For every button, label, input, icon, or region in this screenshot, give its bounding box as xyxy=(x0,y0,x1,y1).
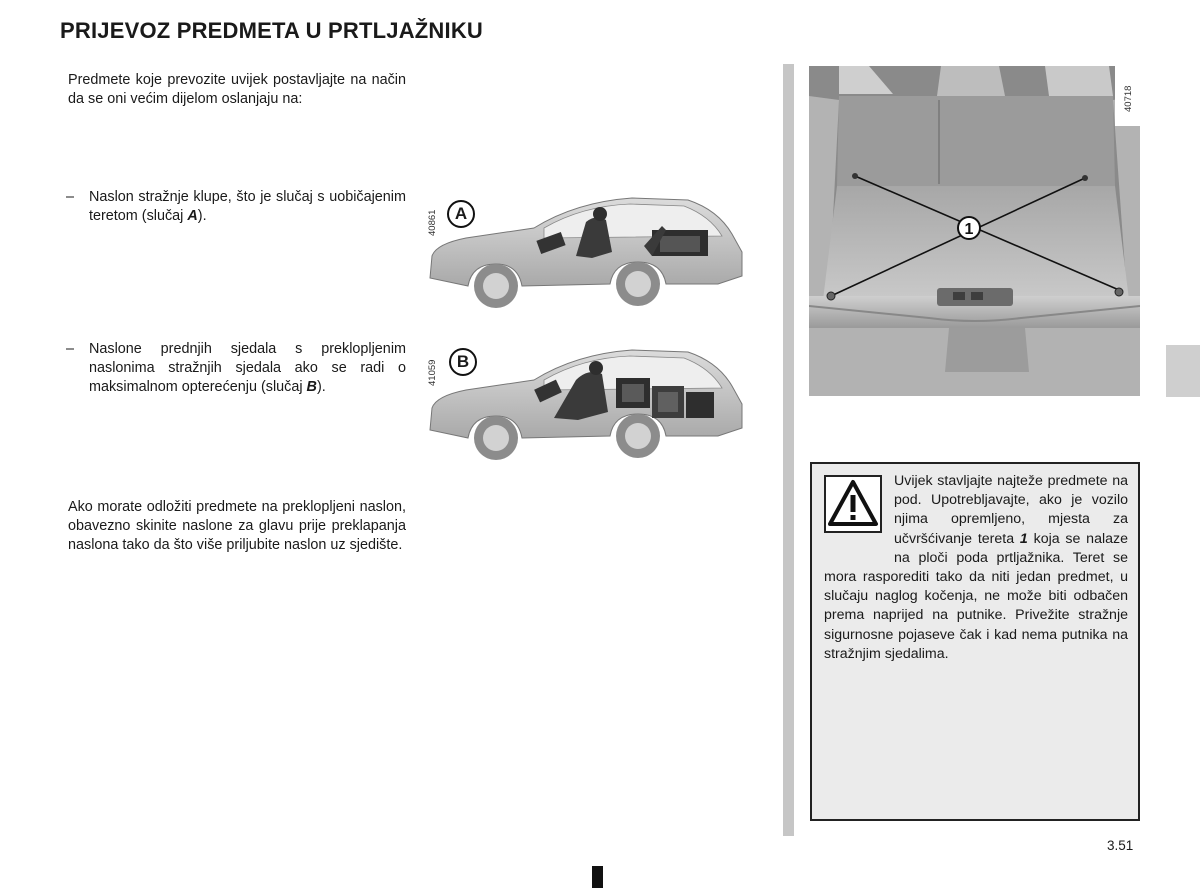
case-a-ref: A xyxy=(187,208,198,224)
bullet-dash: – xyxy=(66,341,75,357)
warning-box xyxy=(810,462,1140,821)
figure-a-label: A xyxy=(447,200,475,228)
trunk-illustration xyxy=(809,66,1140,396)
warning-text-start: Uvijek stavljajte najteže predmete na pod. Upotrebljavajte, ako je vozilo njima opremljeno, mjesta za učvršćivanje tereta xyxy=(894,473,1128,547)
warning-ref-1: 1 xyxy=(1019,530,1028,547)
case-b-ref: B xyxy=(306,379,317,395)
figure-a-code: 40861 xyxy=(427,209,438,236)
figure-b-label: B xyxy=(449,348,477,376)
warning-text-end: koja se nalaze na ploči poda prtljažnika. Teret se mora rasporediti tako da niti jedan predmet, u slučaju naglog kočenja, ne može biti odbačen prema naprijed na putnike. Privežite stražnje sigurnosne pojaseve čak i kad nema putnika na stražnjim sjedalima. xyxy=(824,530,1128,662)
warning-text xyxy=(824,472,1128,664)
car-illustration-b xyxy=(426,336,746,462)
bullet-text-end: ). xyxy=(316,379,326,395)
bullet-dash: – xyxy=(66,189,75,205)
intro-paragraph: Predmete koje prevozite uvijek postavljajte na način da se oni većim dijelom oslanjaju na: xyxy=(68,72,406,107)
trunk-marker-1: 1 xyxy=(964,221,974,238)
column-divider xyxy=(783,64,794,836)
bullet-case-a xyxy=(66,188,406,226)
figure-b-code: 41059 xyxy=(427,359,438,386)
page-title: PRIJEVOZ PREDMETA U PRTLJAŽNIKU xyxy=(60,18,484,43)
bullet-text-end: ). xyxy=(197,208,207,224)
bullet-text xyxy=(89,340,406,397)
car-illustration-a xyxy=(426,186,746,310)
section-tab xyxy=(1166,345,1200,397)
bullet-case-b xyxy=(66,340,406,397)
trunk-figure-code: 40718 xyxy=(1123,85,1134,112)
bullet-text-start: Naslon stražnje klupe, što je slučaj s uobičajenim teretom (slučaj xyxy=(89,189,406,224)
print-mark xyxy=(592,866,603,888)
bullet-text-start: Naslone prednjih sjedala s preklopljenim naslonima stražnjih sjedala ako se radi o maksimalnom opterećenju (slučaj xyxy=(89,341,406,395)
bullet-text xyxy=(89,188,406,226)
closing-paragraph: Ako morate odložiti predmete na preklopljeni naslon, obavezno skinite naslone za glavu prije preklapanja naslona tako da što više priljubite naslon uz sjedište. xyxy=(68,499,406,553)
page-number: 3.51 xyxy=(1107,838,1134,853)
